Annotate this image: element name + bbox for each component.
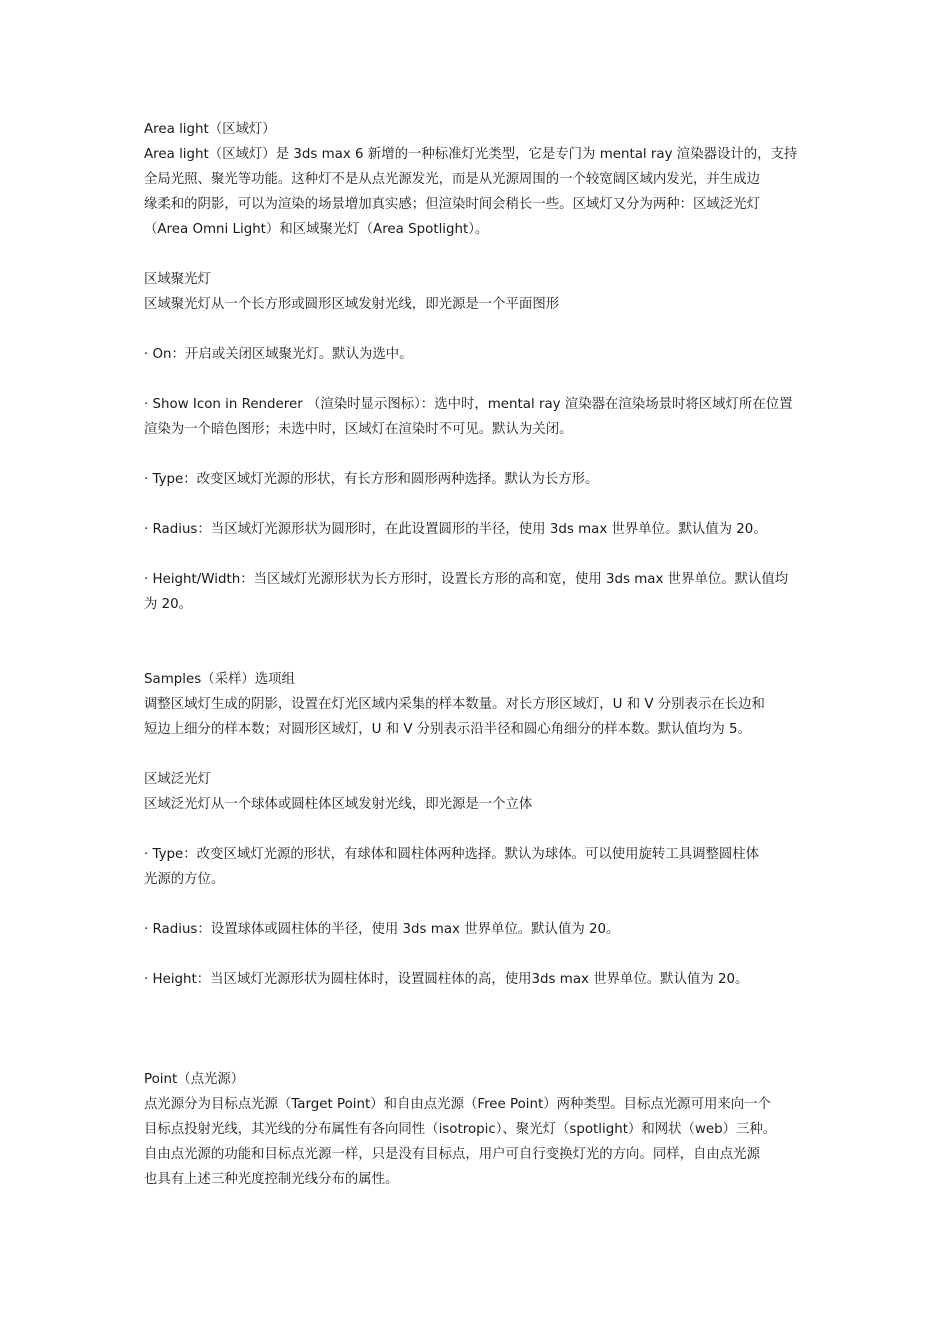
paragraph-line: 缘柔和的阴影，可以为渲染的场景增加真实感；但渲染时间会稍长一些。区域灯又分为两种：区域泛光灯 (144, 197, 760, 212)
bullet-omni-type: · Type：改变区域灯光源的形状，有球体和圆柱体两种选择。默认为球体。可以使用旋转工具调整圆柱体 (144, 847, 760, 862)
document-body (144, 117, 816, 1192)
paragraph-line: 目标点投射光线，其光线的分布属性有各向同性（isotropic）、聚光灯（spotlight）和网状（web）三种。 (144, 1122, 777, 1137)
blank-line (144, 442, 816, 467)
blank-line (144, 1042, 816, 1067)
bullet-height-width: · Height/Width：当区域灯光源形状为长方形时，设置长方形的高和宽，使用 3ds max 世界单位。默认值均 (144, 572, 789, 587)
paragraph-line: 点光源分为目标点光源（Target Point）和自由点光源（Free Point）两种类型。目标点光源可用来向一个 (144, 1097, 771, 1112)
blank-line (144, 742, 816, 767)
bullet-omni-height: · Height：当区域灯光源形状为圆柱体时，设置圆柱体的高，使用3ds max 世界单位。默认值为 20。 (144, 972, 749, 987)
blank-line (144, 242, 816, 267)
blank-line (144, 817, 816, 842)
heading-area-light: Area light（区域灯） (144, 122, 276, 137)
paragraph-line: 为 20。 (144, 597, 193, 612)
blank-line (144, 317, 816, 342)
heading-area-omni: 区域泛光灯 (144, 772, 211, 787)
paragraph-line: 光源的方位。 (144, 872, 225, 887)
paragraph-line: 短边上细分的样本数；对圆形区域灯，U 和 V 分别表示沿半径和圆心角细分的样本数。默认值均为 5。 (144, 722, 751, 737)
bullet-radius: · Radius：当区域灯光源形状为圆形时，在此设置圆形的半径，使用 3ds max 世界单位。默认值为 20。 (144, 522, 767, 537)
blank-line (144, 892, 816, 917)
blank-line (144, 617, 816, 642)
blank-line (144, 992, 816, 1017)
bullet-show-icon: · Show Icon in Renderer （渲染时显示图标）：选中时，mental ray 渲染器在渲染场景时将区域灯所在位置 (144, 397, 793, 412)
paragraph-line: Area light（区域灯）是 3ds max 6 新增的一种标准灯光类型，它是专门为 mental ray 渲染器设计的，支持 (144, 147, 798, 162)
blank-line (144, 1017, 816, 1042)
bullet-type: · Type：改变区域灯光源的形状，有长方形和圆形两种选择。默认为长方形。 (144, 472, 599, 487)
bullet-on: · On：开启或关闭区域聚光灯。默认为选中。 (144, 347, 413, 362)
paragraph-line: 也具有上述三种光度控制光线分布的属性。 (144, 1172, 399, 1187)
paragraph-line: 区域泛光灯从一个球体或圆柱体区域发射光线，即光源是一个立体 (144, 797, 533, 812)
heading-area-spotlight: 区域聚光灯 (144, 272, 211, 287)
heading-point: Point（点光源） (144, 1072, 245, 1087)
paragraph-line: 自由点光源的功能和目标点光源一样，只是没有目标点，用户可自行变换灯光的方向。同样，自由点光源 (144, 1147, 760, 1162)
blank-line (144, 492, 816, 517)
blank-line (144, 942, 816, 967)
paragraph-line: 区域聚光灯从一个长方形或圆形区域发射光线，即光源是一个平面图形 (144, 297, 560, 312)
paragraph-line: 渲染为一个暗色图形；未选中时，区域灯在渲染时不可见。默认为关闭。 (144, 422, 573, 437)
heading-samples: Samples（采样）选项组 (144, 672, 295, 687)
bullet-omni-radius: · Radius：设置球体或圆柱体的半径，使用 3ds max 世界单位。默认值为 20。 (144, 922, 620, 937)
blank-line (144, 367, 816, 392)
paragraph-line: 调整区域灯生成的阴影，设置在灯光区域内采集的样本数量。对长方形区域灯，U 和 V 分别表示在长边和 (144, 697, 765, 712)
paragraph-line: （Area Omni Light）和区域聚光灯（Area Spotlight）。 (144, 222, 489, 237)
paragraph-line: 全局光照、聚光等功能。这种灯不是从点光源发光，而是从光源周围的一个较宽阔区域内发光，并生成边 (144, 172, 760, 187)
blank-line (144, 542, 816, 567)
blank-line (144, 642, 816, 667)
